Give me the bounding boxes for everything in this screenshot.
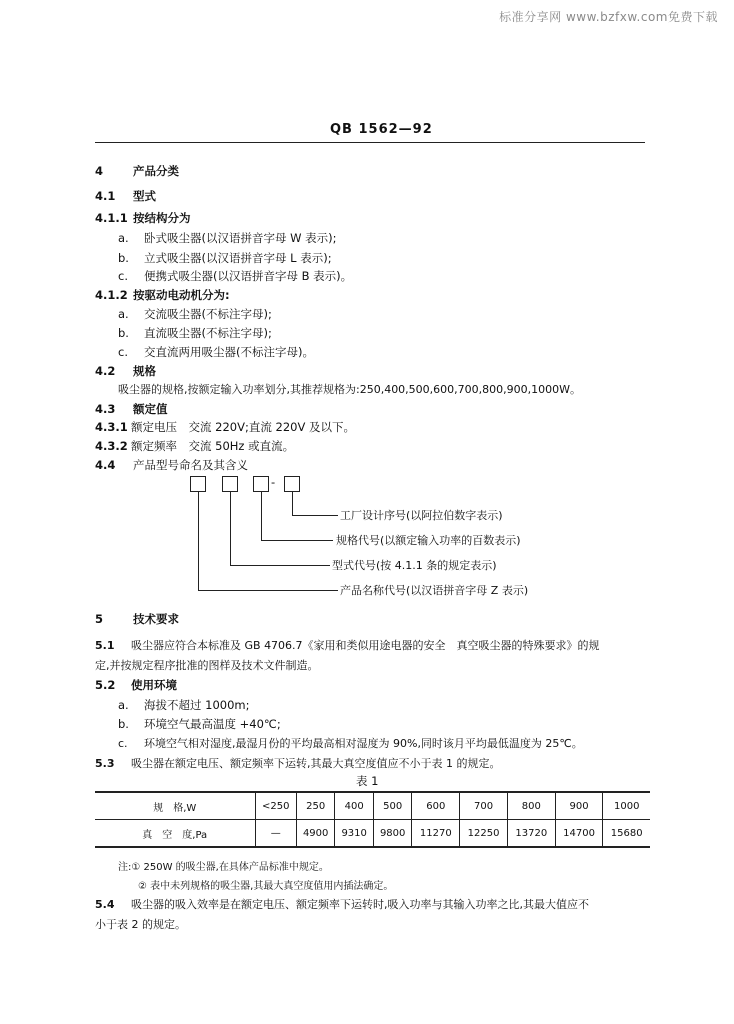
connector-line (230, 492, 231, 565)
code-dash: - (271, 475, 276, 489)
table-cell: 15680 (603, 820, 650, 848)
diagram-label: 产品名称代号(以汉语拼音字母 Z 表示) (340, 584, 529, 597)
list-item: a. 海拔不超过 1000m; (118, 698, 250, 712)
table-cell: — (255, 820, 296, 848)
header-rule (95, 142, 645, 143)
table-note-1: 注:① 250W 的吸尘器,在具体产品标准中规定。 (118, 862, 329, 873)
connector-line (292, 515, 338, 516)
list-item: a. 交流吸尘器(不标注字母); (118, 307, 272, 321)
section-4-1-2-heading: 4.1.2 按驱动电动机分为: (95, 288, 230, 302)
table-cell: 规 格,W (95, 792, 255, 820)
section-5-1-continued: 定,并按规定程序批准的图样及技术文件制造。 (95, 659, 319, 672)
diagram-label: 型式代号(按 4.1.1 条的规定表示) (332, 559, 497, 572)
code-box-design-serial (284, 476, 300, 492)
list-item: b. 环境空气最高温度 +40℃; (118, 717, 281, 731)
section-4-4-heading: 4.4 产品型号命名及其含义 (95, 458, 248, 472)
table-row (95, 820, 650, 848)
table-cell: 9310 (335, 820, 374, 848)
code-box-spec (253, 476, 269, 492)
table-cell: 500 (373, 792, 412, 820)
table-row (95, 792, 650, 820)
connector-line (261, 492, 262, 540)
section-4-3-2: 4.3.2 额定频率 交流 50Hz 或直流。 (95, 439, 295, 453)
section-5-2-heading: 5.2 使用环境 (95, 678, 177, 692)
section-4-1-1-heading: 4.1.1 按结构分为 (95, 211, 191, 225)
connector-line (261, 540, 333, 541)
table-cell: 14700 (555, 820, 603, 848)
table-cell: 12250 (460, 820, 508, 848)
section-4-3-heading: 4.3 额定值 (95, 402, 168, 416)
section-5-4-continued: 小于表 2 的规定。 (95, 918, 186, 931)
table-cell: 11270 (412, 820, 460, 848)
vacuum-table (95, 791, 650, 848)
table-cell: 250 (296, 792, 335, 820)
table-cell: 1000 (603, 792, 650, 820)
table-cell: 700 (460, 792, 508, 820)
connector-line (198, 492, 199, 590)
list-item: c. 便携式吸尘器(以汉语拼音字母 B 表示)。 (118, 269, 353, 283)
table-cell: 900 (555, 792, 603, 820)
diagram-label: 工厂设计序号(以阿拉伯数字表示) (340, 509, 503, 522)
table-cell: 真 空 度,Pa (95, 820, 255, 848)
standard-code-header: QB 1562—92 (330, 122, 433, 137)
list-item: c. 交直流两用吸尘器(不标注字母)。 (118, 345, 314, 359)
table-cell: 800 (507, 792, 555, 820)
connector-line (230, 565, 330, 566)
section-5-heading: 5 技术要求 (95, 612, 179, 626)
table-cell: 4900 (296, 820, 335, 848)
table-cell: 13720 (507, 820, 555, 848)
code-box-type (222, 476, 238, 492)
table-1-caption: 表 1 (356, 774, 379, 788)
section-5-1: 5.1 吸尘器应符合本标准及 GB 4706.7《家用和类似用途电器的安全 真空吸尘器的特殊要求》的规 (95, 639, 600, 652)
table-cell: 9800 (373, 820, 412, 848)
list-item: a. 卧式吸尘器(以汉语拼音字母 W 表示); (118, 231, 337, 245)
watermark: 标准分享网 www.bzfxw.com免费下载 (499, 10, 718, 24)
section-4-2-heading: 4.2 规格 (95, 364, 156, 378)
code-box-product-name (190, 476, 206, 492)
section-4-1-heading: 4.1 型式 (95, 189, 156, 203)
section-4-heading: 4 产品分类 (95, 164, 179, 178)
table-cell: 600 (412, 792, 460, 820)
table-cell: 400 (335, 792, 374, 820)
table-cell: <250 (255, 792, 296, 820)
section-5-3: 5.3 吸尘器在额定电压、额定频率下运转,其最大真空度值应不小于表 1 的规定。 (95, 757, 501, 770)
list-item: b. 立式吸尘器(以汉语拼音字母 L 表示); (118, 251, 332, 265)
section-4-3-1: 4.3.1 额定电压 交流 220V;直流 220V 及以下。 (95, 420, 355, 434)
section-4-2-text: 吸尘器的规格,按额定输入功率划分,其推荐规格为:250,400,500,600,700,800,900,1000W。 (118, 383, 582, 396)
section-5-4: 5.4 吸尘器的吸入效率是在额定电压、额定频率下运转时,吸入功率与其输入功率之比,其最大值应不 (95, 898, 589, 911)
list-item: c. 环境空气相对湿度,最湿月份的平均最高相对湿度为 90%,同时该月平均最低温度为 25℃。 (118, 737, 583, 750)
list-item: b. 直流吸尘器(不标注字母); (118, 326, 272, 340)
table-note-2: ② 表中未列规格的吸尘器,其最大真空度值用内插法确定。 (138, 881, 394, 892)
diagram-label: 规格代号(以额定输入功率的百数表示) (336, 534, 521, 547)
connector-line (292, 492, 293, 515)
connector-line (198, 590, 338, 591)
